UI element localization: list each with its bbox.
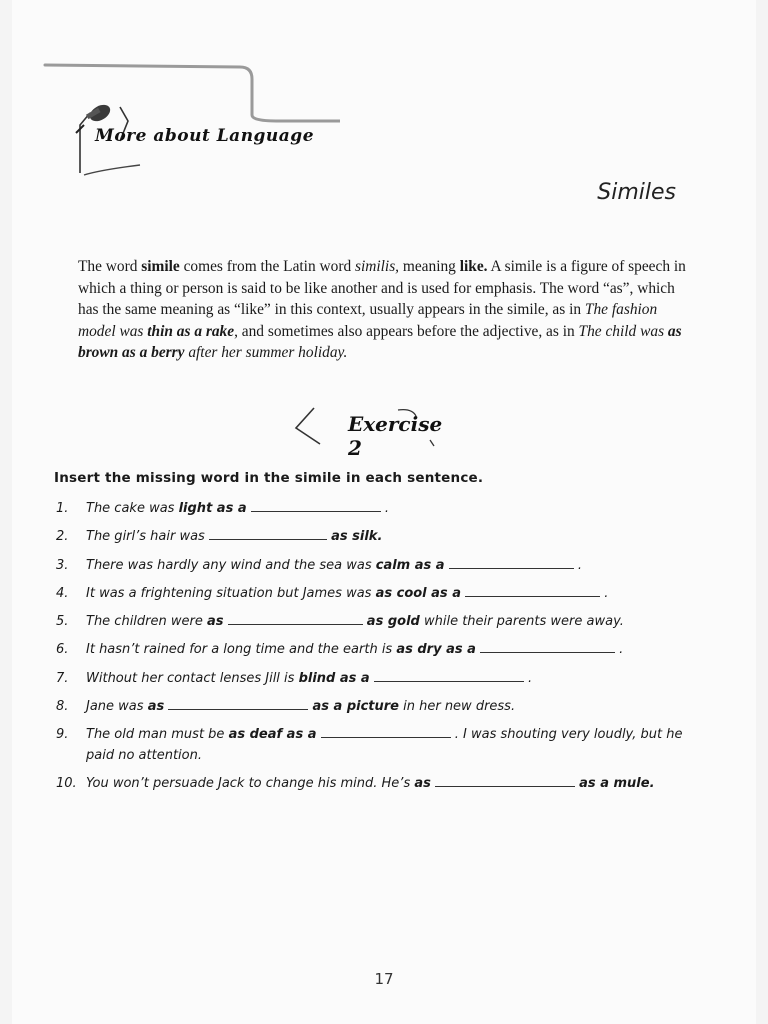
item-text: You won’t persuade Jack to change his mind. He’s <box>86 775 415 791</box>
item-simile: as dry as a <box>396 642 476 658</box>
section-title: Similes <box>597 180 676 205</box>
intro-paragraph <box>78 256 688 364</box>
item-number: 1. <box>56 501 69 516</box>
item-simile: as a mule. <box>579 775 655 791</box>
intro-example-simile: as brown as a berry <box>78 322 682 361</box>
header-pin-card-graphic <box>40 55 340 195</box>
answer-blank[interactable] <box>251 501 381 512</box>
intro-text: A simile is a figure of speech in which a thing or person is said to be like another and is used for emphasis. The word “as”, which has the same meaning as “like” in this context, usually appears in the simile, as in <box>78 258 686 318</box>
list-item <box>54 696 714 718</box>
list-item <box>54 583 714 605</box>
instruction: Insert the missing word in the simile in each sentence. <box>54 470 484 486</box>
item-simile: as <box>147 699 165 715</box>
intro-term: simile <box>141 258 180 275</box>
item-simile: light as a <box>178 501 247 516</box>
item-number: 3. <box>56 557 69 573</box>
answer-blank[interactable] <box>480 642 615 653</box>
intro-example: The fashion model was <box>78 301 658 340</box>
item-text: It hasn’t rained for a long time and the earth is <box>86 642 397 658</box>
answer-blank[interactable] <box>465 586 600 597</box>
item-number: 5. <box>56 614 69 630</box>
intro-text: comes from the Latin word <box>179 258 355 275</box>
intro-text: The word <box>78 258 142 275</box>
item-text: Without her contact lenses Jill is <box>86 670 299 686</box>
list-item <box>54 668 714 690</box>
list-item <box>54 555 714 577</box>
item-text: in her new dress. <box>398 699 516 715</box>
item-number: 6. <box>56 642 69 658</box>
intro-example: after her summer holiday. <box>184 344 348 361</box>
answer-blank[interactable] <box>435 776 575 787</box>
item-text: . <box>523 670 533 686</box>
item-number: 8. <box>56 699 69 715</box>
item-text: . <box>573 557 582 573</box>
item-simile: as gold <box>366 614 420 630</box>
item-number: 4. <box>56 585 69 601</box>
answer-blank[interactable] <box>449 558 574 569</box>
item-simile: as silk. <box>331 529 383 545</box>
intro-latin-word: similis, <box>354 258 400 275</box>
answer-blank[interactable] <box>209 529 327 540</box>
item-number: 7. <box>56 670 69 686</box>
item-number: 9. <box>56 727 69 743</box>
item-text: . I was shouting very loudly, but he paid no attention. <box>86 727 683 764</box>
list-item <box>54 639 714 661</box>
item-text: The cake was <box>86 501 179 516</box>
list-item <box>54 773 714 795</box>
intro-example: The child was <box>578 322 668 340</box>
item-text: Jane was <box>86 699 148 715</box>
intro-text: , and sometimes also appears before the adjective, as in <box>234 322 579 340</box>
intro-meaning: like. <box>459 258 488 275</box>
list-item <box>54 498 714 520</box>
list-item <box>54 611 714 633</box>
item-text: There was hardly any wind and the sea was <box>86 557 376 573</box>
item-simile: as <box>207 614 224 630</box>
item-text: The children were <box>86 614 207 630</box>
answer-blank[interactable] <box>228 614 363 625</box>
intro-example-simile: thin as a rake <box>147 322 235 340</box>
exercise-heading <box>290 402 460 460</box>
page-number: 17 <box>374 970 394 988</box>
answer-blank[interactable] <box>168 699 308 710</box>
item-simile: as a picture <box>312 699 399 715</box>
item-simile: as <box>414 775 431 791</box>
item-number: 2. <box>56 529 69 545</box>
item-text: The old man must be <box>86 727 229 743</box>
list-item <box>54 724 714 766</box>
item-simile: blind as a <box>298 670 370 686</box>
item-simile: as deaf as a <box>228 727 317 743</box>
item-text: . <box>380 501 390 516</box>
item-text: The girl’s hair was <box>86 529 209 545</box>
intro-text: meaning <box>399 258 460 275</box>
exercise-list <box>54 498 714 801</box>
header-title: More about Language <box>95 126 315 146</box>
list-item <box>54 526 714 548</box>
answer-blank[interactable] <box>321 727 451 738</box>
item-simile: calm as a <box>375 557 445 573</box>
answer-blank[interactable] <box>374 671 524 682</box>
item-text: It was a frightening situation but James was <box>86 585 376 601</box>
item-text: . <box>600 585 609 601</box>
item-text: while their parents were away. <box>419 614 624 630</box>
item-number: 10. <box>56 775 77 791</box>
exercise-title: Exercise 2 <box>348 412 443 460</box>
item-simile: as cool as a <box>375 585 461 601</box>
item-text: . <box>615 642 624 658</box>
